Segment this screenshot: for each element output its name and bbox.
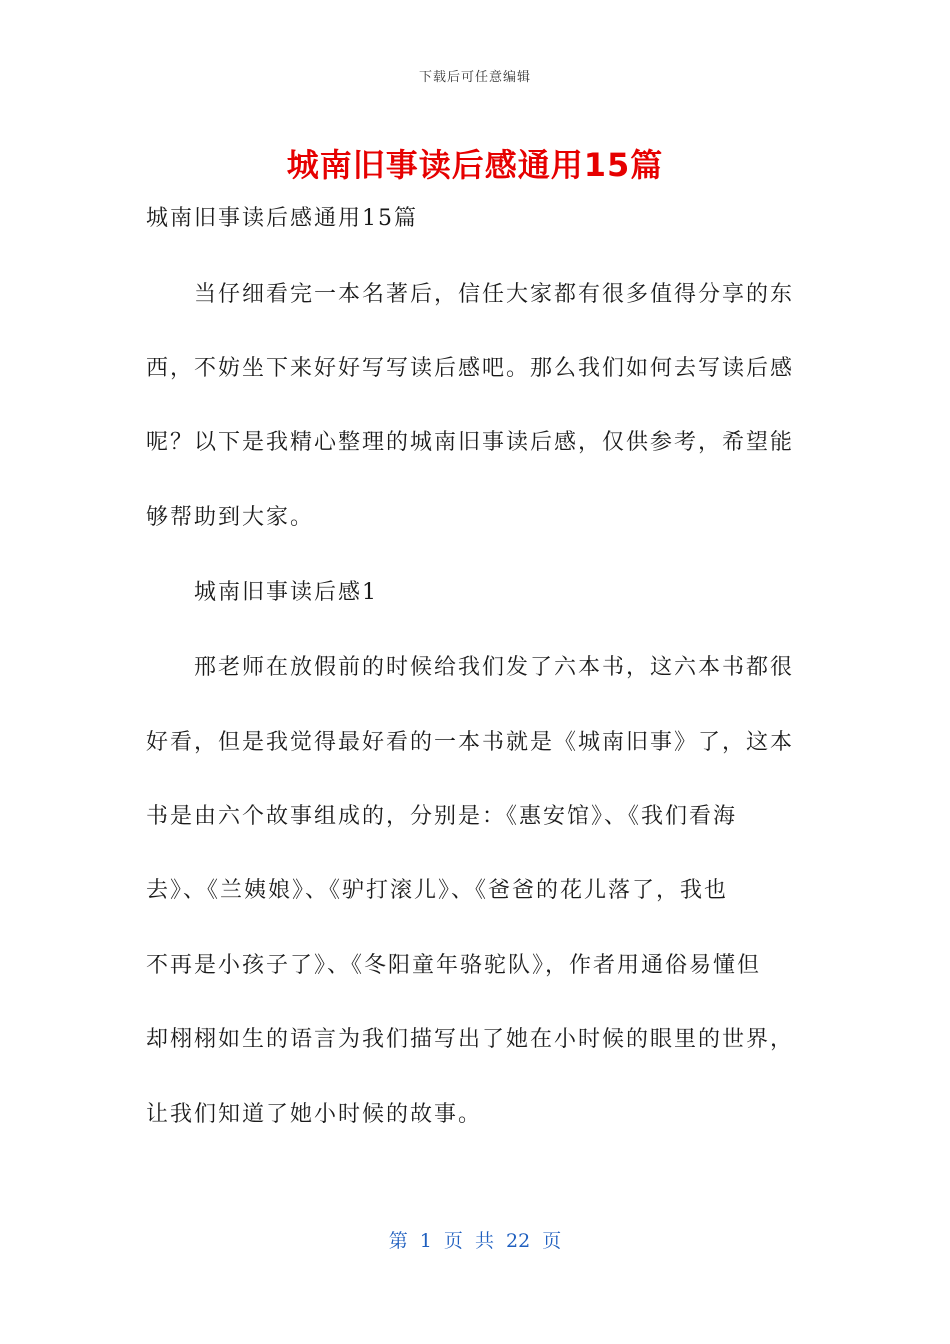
body-line: 好看，但是我觉得最好看的一本书就是《城南旧事》了，这本 bbox=[146, 730, 795, 755]
subtitle-line: 城南旧事读后感通用15篇 bbox=[146, 206, 418, 231]
body-line: 去》、《兰姨娘》、《驴打滚儿》、《爸爸的花儿落了，我也 bbox=[146, 878, 729, 903]
body-line: 当仔细看完一本名著后，信任大家都有很多值得分享的东 bbox=[194, 282, 795, 307]
body-line: 邢老师在放假前的时候给我们发了六本书，这六本书都很 bbox=[194, 655, 795, 680]
body-line: 却栩栩如生的语言为我们描写出了她在小时候的眼里的世界， bbox=[146, 1027, 795, 1052]
body-line: 够帮助到大家。 bbox=[146, 505, 315, 530]
body-line: 呢？以下是我精心整理的城南旧事读后感，仅供参考，希望能 bbox=[146, 430, 795, 455]
body-line: 不再是小孩子了》、《冬阳童年骆驼队》，作者用通俗易懂但 bbox=[146, 953, 762, 978]
body-line: 让我们知道了她小时候的故事。 bbox=[146, 1102, 483, 1127]
body-line: 西，不妨坐下来好好写写读后感吧。那么我们如何去写读后感 bbox=[146, 356, 795, 381]
header-note: 下载后可任意编辑 bbox=[418, 70, 531, 85]
body-line: 书是由六个故事组成的，分别是：《惠安馆》、《我们看海 bbox=[146, 804, 738, 829]
page-number: 第 1 页 共 22 页 bbox=[388, 1230, 562, 1252]
document-title: 城南旧事读后感通用15篇 bbox=[286, 146, 664, 184]
section-heading: 城南旧事读后感1 bbox=[194, 580, 378, 605]
